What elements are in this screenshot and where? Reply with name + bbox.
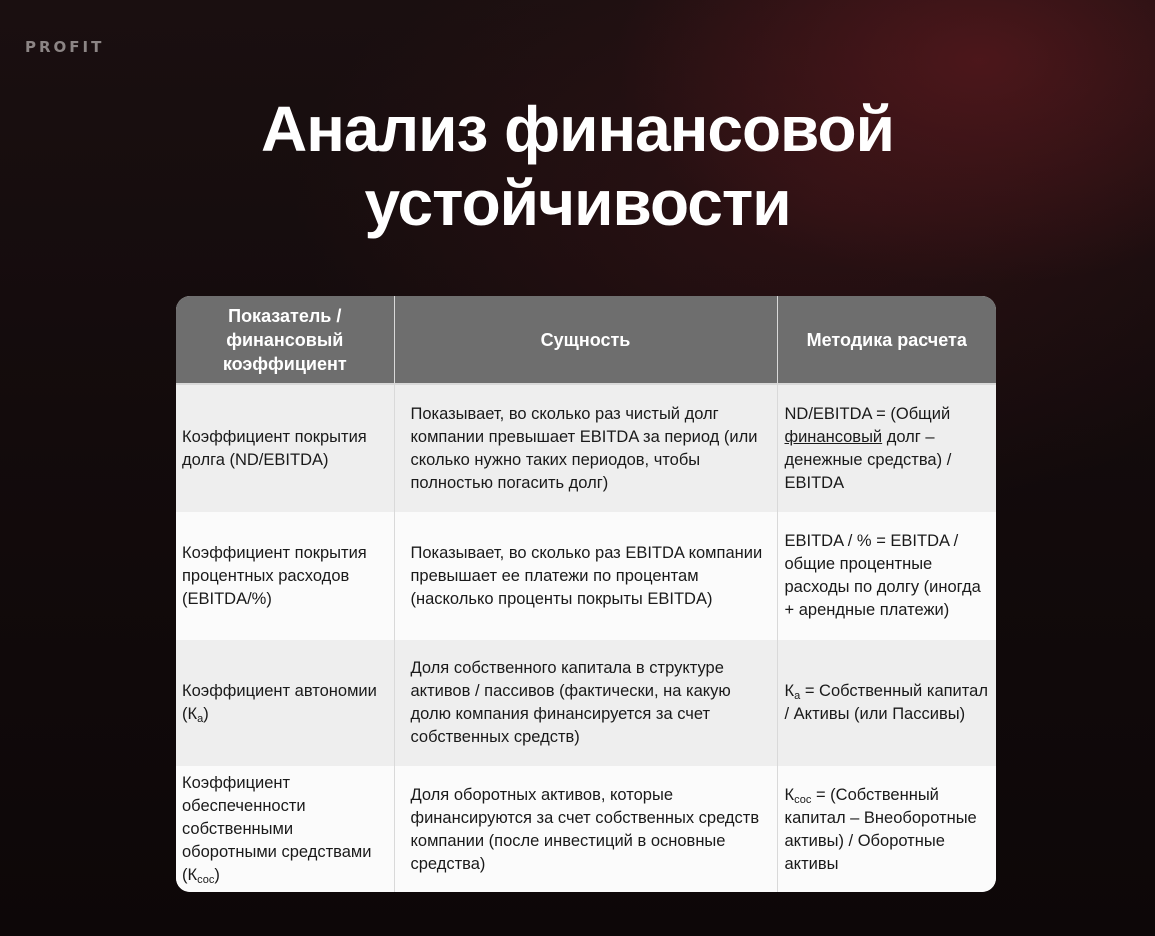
method-text: = Собственный капитал / Активы (или Пассивы): [784, 682, 988, 723]
indicator-text-tail: ): [214, 866, 220, 884]
method-symbol: К: [784, 682, 795, 700]
method-subscript: сос: [794, 793, 812, 806]
indicator-cell: Коэффициент покрытия процентных расходов (EBITDA/%): [176, 512, 394, 640]
method-text: долг – денежные средства) / EBITDA: [784, 427, 952, 492]
method-cell: [777, 640, 996, 766]
method-text: = (Собственный капитал – Внеоборотные активы) / Оборотные активы: [784, 785, 977, 873]
page-title-line-1: Анализ финансовой: [261, 93, 894, 165]
method-subscript: а: [794, 690, 801, 702]
indicator-cell: Коэффициент покрытия долга (ND/EBITDA): [176, 384, 394, 512]
essence-cell: Показывает, во сколько раз EBITDA компании превышает ее платежи по процентам (насколько проценты покрыты EBITDA): [394, 512, 777, 640]
table-row: [176, 384, 996, 512]
page-title-line-2: устойчивости: [364, 167, 791, 239]
essence-cell: Показывает, во сколько раз чистый долг компании превышает EBITDA за период (или сколько нужно таких периодов, чтобы полностью погасить долг): [394, 384, 777, 512]
method-underlined-text: финансовый: [784, 427, 883, 446]
header-indicator: Показатель / финансовый коэффициент: [176, 296, 394, 384]
method-text: ND/EBITDA = (Общий: [784, 404, 951, 423]
method-cell: EBITDA / % = EBITDA / общие процентные расходы по долгу (иногда + арендные платежи): [777, 512, 996, 640]
indicator-cell: [176, 766, 394, 892]
indicator-text-tail: ): [203, 705, 209, 723]
method-cell: [777, 766, 996, 892]
indicator-text: Коэффициент обеспеченности собственными оборотными средствами (К: [182, 774, 372, 884]
brand-logo: PROFIT: [25, 38, 105, 56]
method-cell: [777, 384, 996, 512]
table-row: [176, 640, 996, 766]
header-essence: Сущность: [394, 296, 777, 384]
indicator-cell: [176, 640, 394, 766]
header-method: Методика расчета: [777, 296, 996, 384]
indicator-text: Коэффициент автономии (К: [182, 682, 377, 723]
essence-cell: Доля собственного капитала в структуре активов / пассивов (фактически, на какую долю компания финансируется за счет собственных средств): [394, 640, 777, 766]
table-row: [176, 766, 996, 892]
method-symbol: К: [784, 785, 795, 804]
table-row: [176, 512, 996, 640]
ratios-table-container: [176, 296, 996, 892]
indicator-subscript: а: [197, 713, 204, 725]
ratios-table: [176, 296, 996, 892]
page-title: [0, 92, 1155, 240]
indicator-subscript: сос: [197, 874, 215, 886]
table-header-row: [176, 296, 996, 384]
essence-cell: Доля оборотных активов, которые финансируются за счет собственных средств компании (после инвестиций в основные средства): [394, 766, 777, 892]
